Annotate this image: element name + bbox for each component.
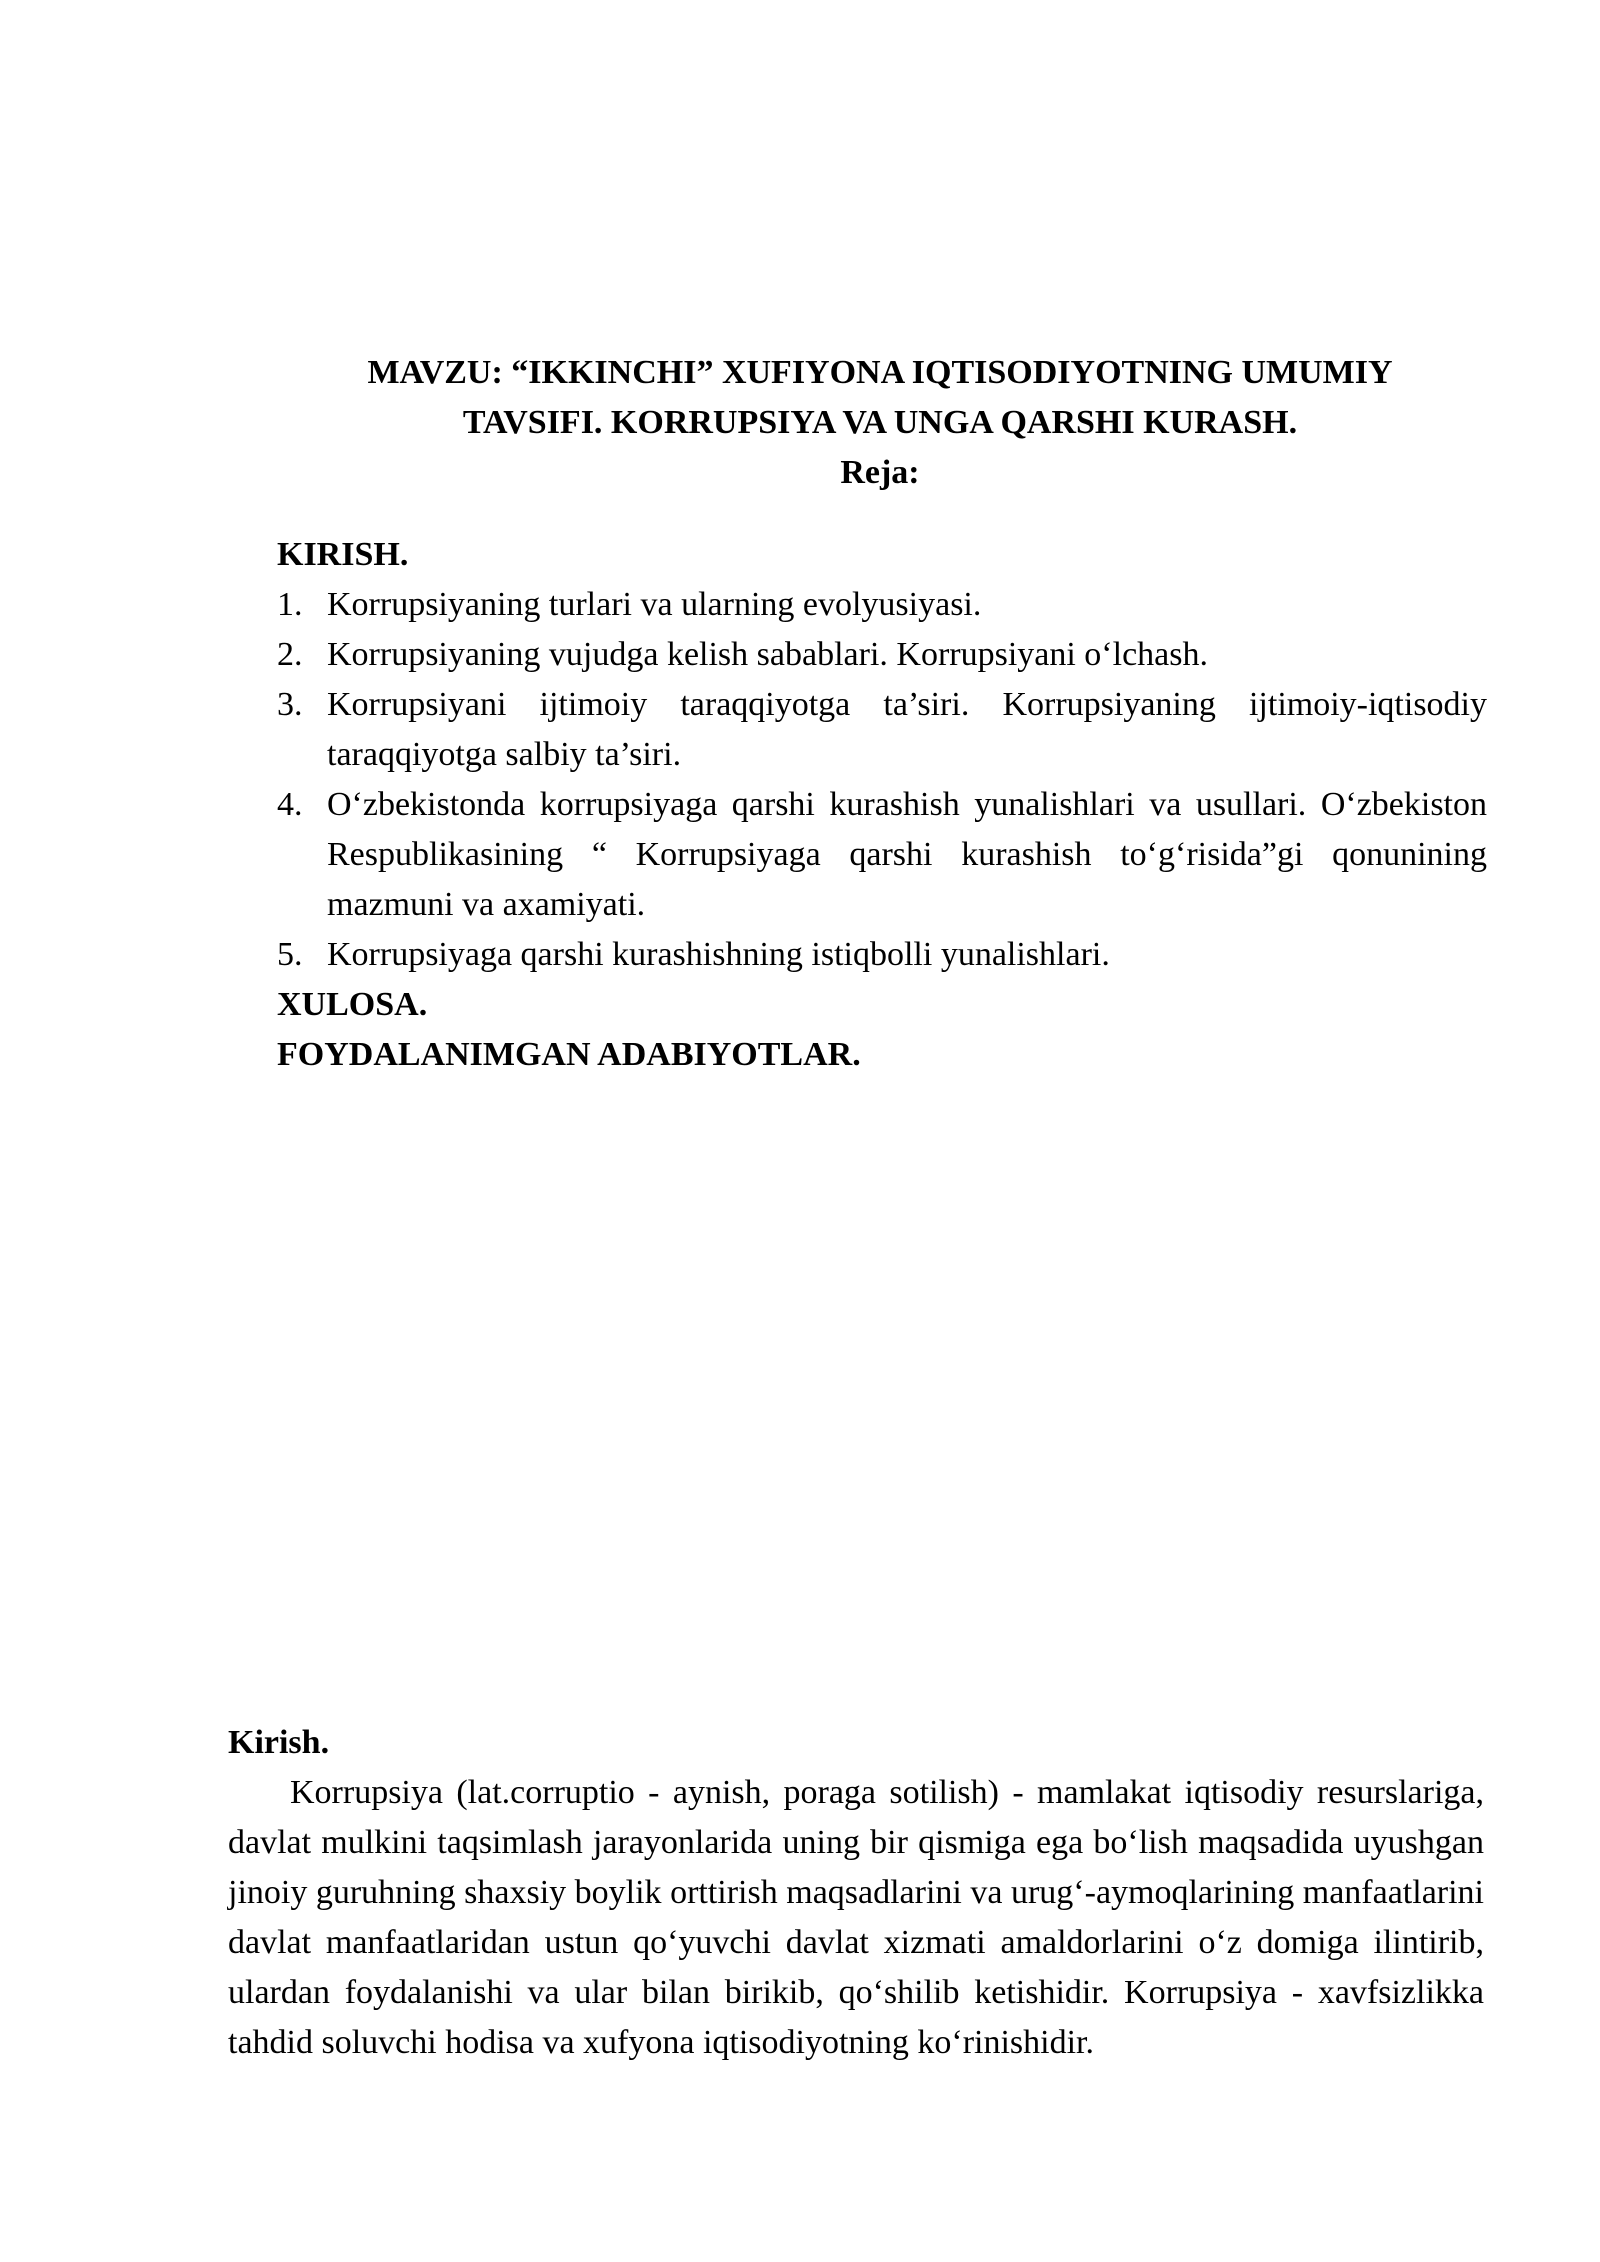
introduction-section (228, 1718, 1484, 2068)
plan-item-number: 3. (277, 686, 303, 723)
plan-item-number: 2. (277, 636, 303, 673)
plan-label: Reja: (840, 454, 920, 491)
document-title (230, 348, 1530, 498)
plan-item (277, 930, 1487, 980)
plan-heading-conclusion: XULOSA. (277, 986, 428, 1023)
title-line-1: MAVZU: “IKKINCHI” XUFIYONA IQTISODIYOTNING UMUMIY (367, 354, 1393, 391)
introduction-heading: Kirish. (228, 1724, 330, 1761)
plan-outline (277, 530, 1487, 1080)
plan-item (277, 780, 1487, 930)
plan-item-text: Korrupsiyani ijtimoiy taraqqiyotga ta’siri. Korrupsiyaning ijtimoiy-iqtisodiy taraqqiyotga salbiy ta’siri. (327, 686, 1487, 773)
plan-item (277, 580, 1487, 630)
plan-item-text: Korrupsiyaning turlari va ularning evolyusiyasi. (327, 586, 982, 623)
plan-heading-intro: KIRISH. (277, 536, 409, 573)
plan-item-text: O‘zbekistonda korrupsiyaga qarshi kurashish yunalishlari va usullari. O‘zbekiston Respublikasining “ Korrupsiyaga qarshi kurashish to‘g‘risida”gi qonunining mazmuni va axamiyati. (327, 786, 1487, 923)
plan-item (277, 630, 1487, 680)
plan-item (277, 680, 1487, 780)
plan-item-number: 5. (277, 936, 303, 973)
plan-item-text: Korrupsiyaga qarshi kurashishning istiqbolli yunalishlari. (327, 936, 1110, 973)
introduction-paragraph: Korrupsiya (lat.corruptio - aynish, poraga sotilish) - mamlakat iqtisodiy resurslariga, davlat mulkini taqsimlash jarayonlarida uning bir qismiga ega bo‘lish maqsadida uyushgan jinoiy guruhning shaxsiy boylik orttirish maqsadlarini va urug‘-aymoqlarining manfaatlarini davlat manfaatlaridan ustun qo‘yuvchi davlat xizmati amaldorlarini o‘z domiga ilintirib, ulardan foydalanishi va ular bilan birikib, qo‘shilib ketishidir. Korrupsiya - xavfsizlikka tahdid soluvchi hodisa va xufyona iqtisodiyotning ko‘rinishidir. (228, 1774, 1484, 2061)
plan-item-text: Korrupsiyaning vujudga kelish sabablari. Korrupsiyani o‘lchash. (327, 636, 1208, 673)
plan-heading-references: FOYDALANIMGAN ADABIYOTLAR. (277, 1036, 861, 1073)
plan-item-number: 1. (277, 586, 303, 623)
title-line-2: TAVSIFI. KORRUPSIYA VA UNGA QARSHI KURASH. (462, 404, 1298, 441)
plan-item-number: 4. (277, 786, 303, 823)
